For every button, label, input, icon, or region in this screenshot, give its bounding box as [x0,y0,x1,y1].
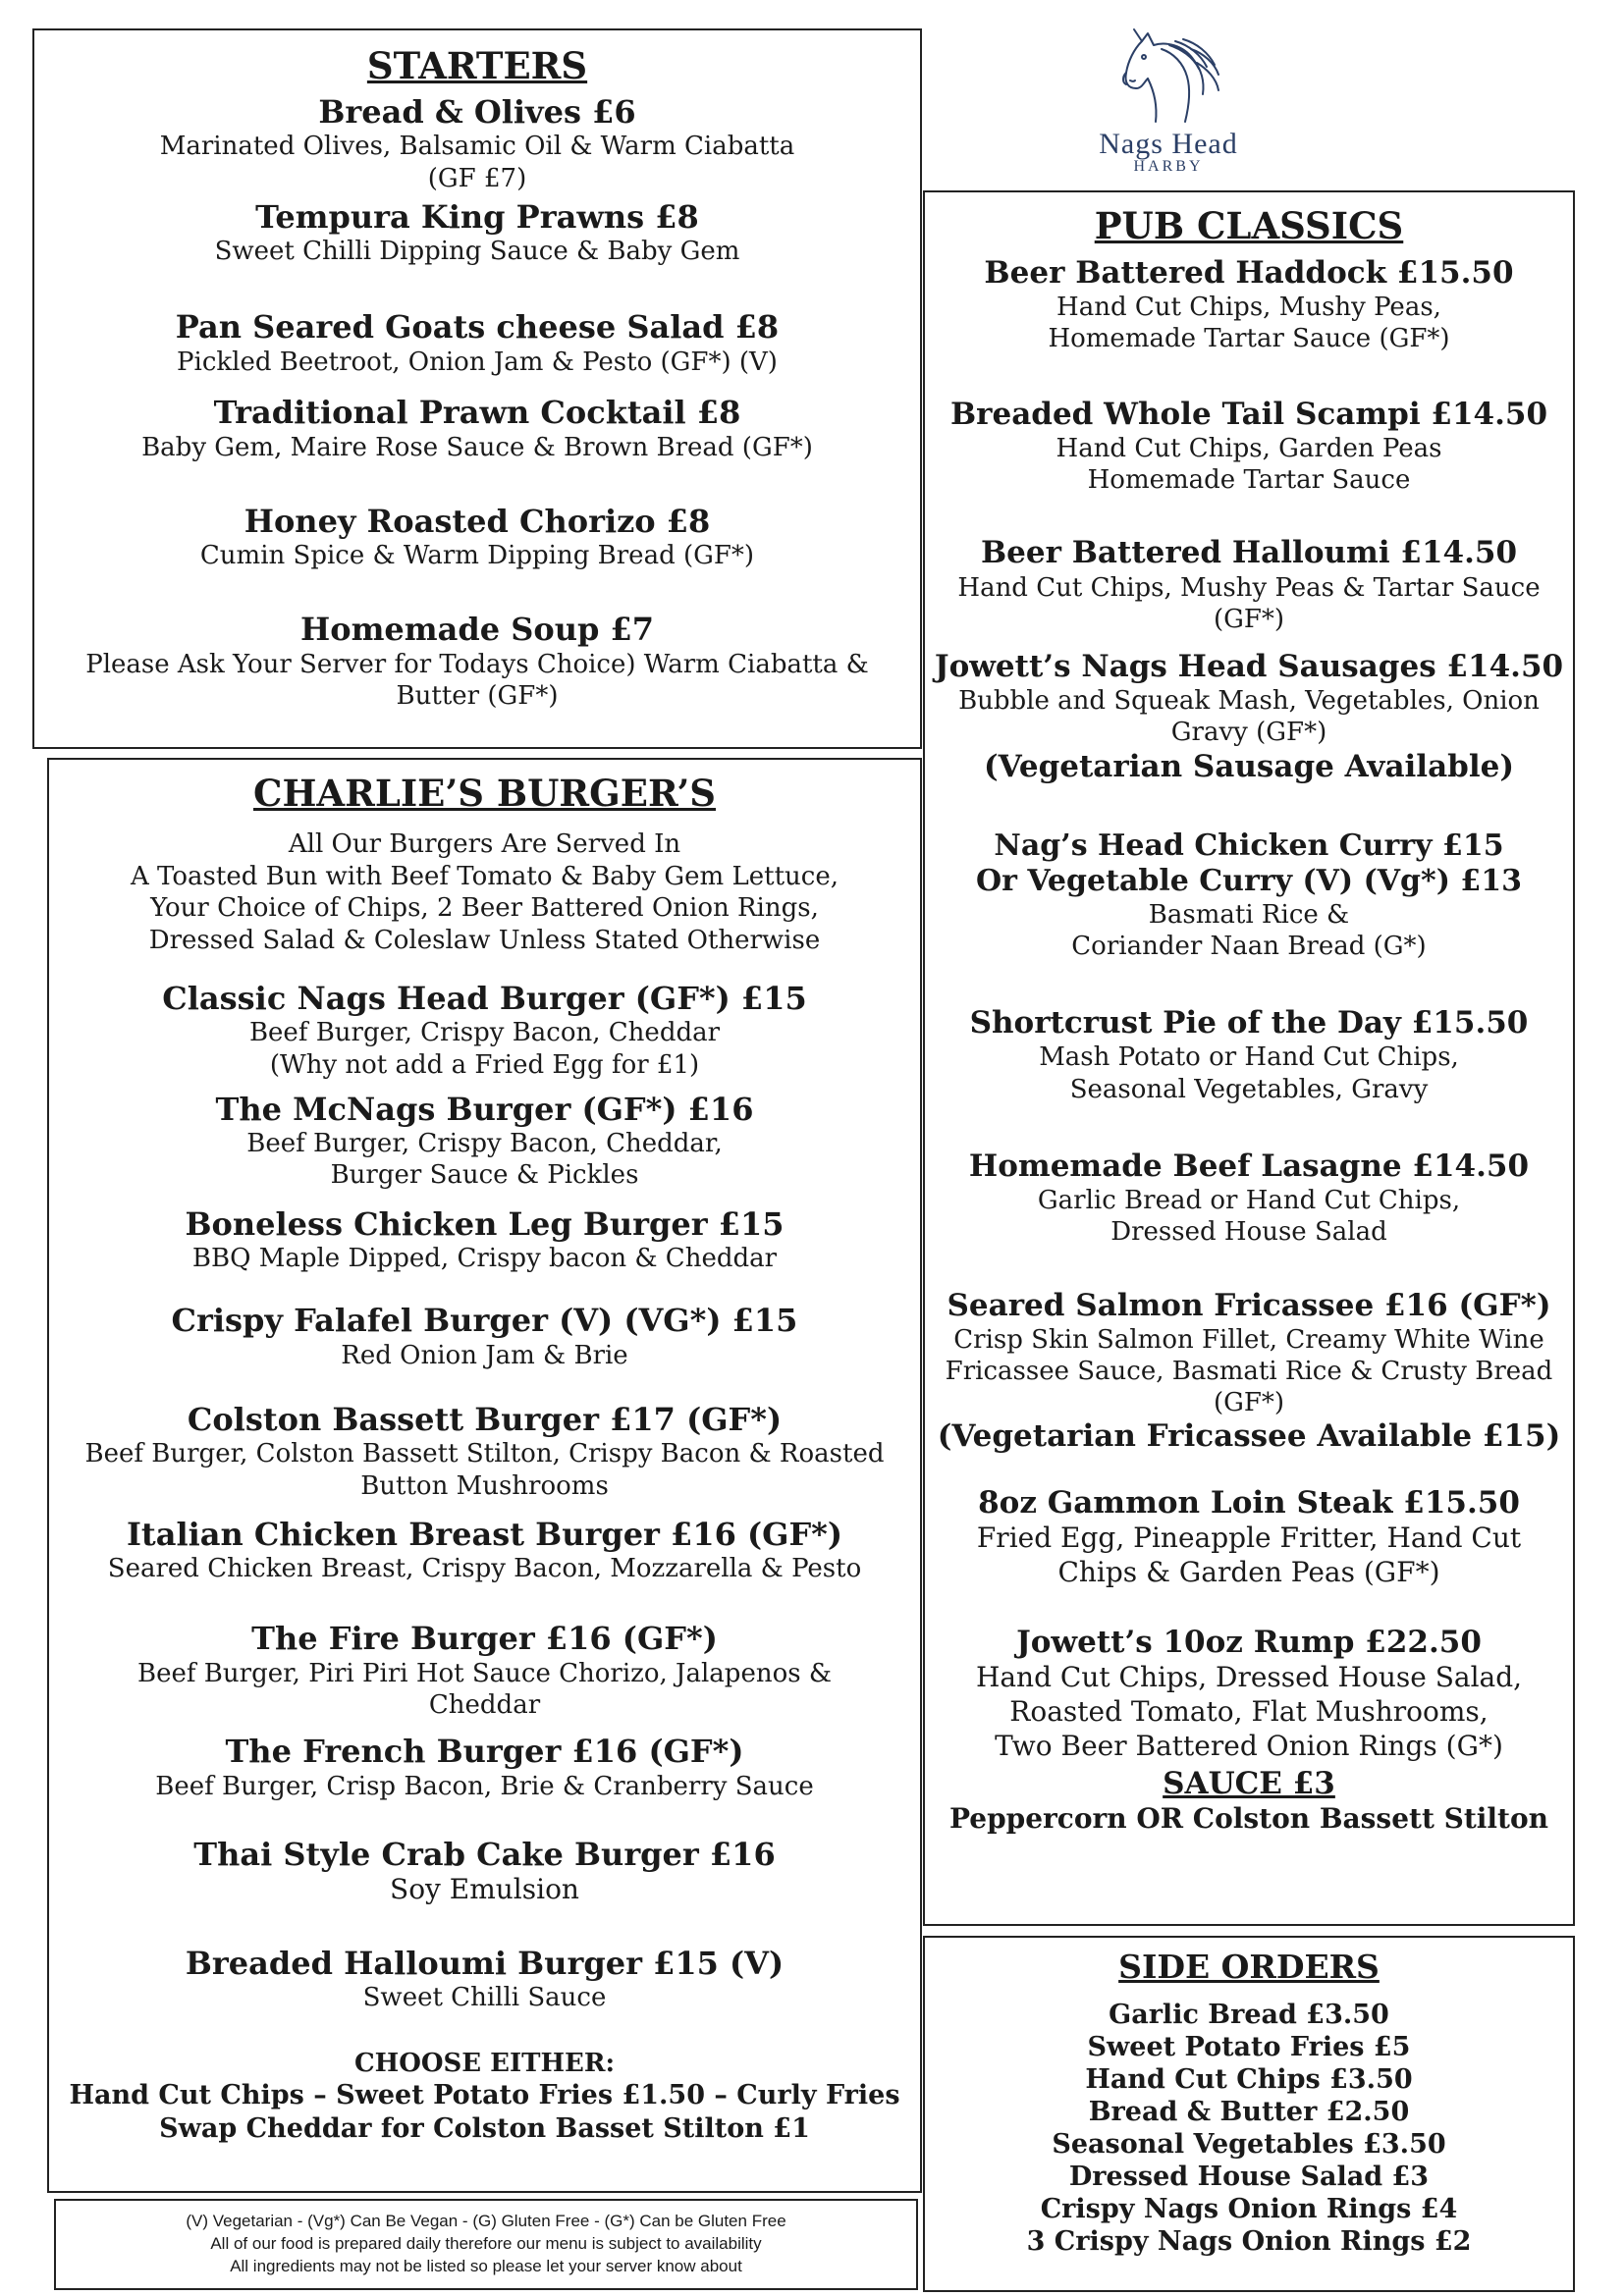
menu-item [49,1733,920,1802]
menu-item [49,1945,920,2014]
menu-item [925,397,1573,497]
item-description: Crisp Skin Salmon Fillet, Creamy White Wine [953,1324,1544,1355]
item-name: Beer Battered Halloumi £14.50 [980,535,1518,571]
item-name: Honey Roasted Chorizo £8 [244,502,711,540]
chips-options: Hand Cut Chips – Sweet Potato Fries £1.50 – Curly Fries [69,2080,900,2111]
sauce-block [925,1766,1573,1837]
side-orders-heading: SIDE ORDERS [1118,1948,1380,1986]
item-name-alt: Or Vegetable Curry (V) (Vg*) £13 [976,863,1522,898]
item-name: Shortcrust Pie of the Day £15.50 [969,1005,1529,1041]
starters-section [32,28,922,749]
menu-item [925,1485,1573,1590]
menu-item [34,308,920,378]
item-description: (GF £7) [427,163,527,193]
sauce-options: Peppercorn OR Colston Bassett Stilton [948,1801,1549,1835]
item-name: Tempura King Prawns £8 [255,197,699,236]
dietary-key [54,2199,918,2290]
item-description: Hand Cut Chips, Dressed House Salad, [975,1661,1523,1694]
side-item: Crispy Nags Onion Rings £4 [1040,2193,1458,2224]
pub-classics-heading: PUB CLASSICS [1094,204,1404,247]
menu-item [34,394,920,463]
menu-item [925,1288,1573,1456]
side-item: Bread & Butter £2.50 [1088,2096,1410,2127]
burgers-section [47,758,922,2193]
item-description: Butter (GF*) [396,680,559,711]
item-name: Jowett’s 10oz Rump £22.50 [1016,1625,1482,1661]
burgers-intro [49,828,920,956]
item-name: Crispy Falafel Burger (V) (VG*) £15 [171,1302,798,1340]
key-line: All ingredients may not be listed so please let your server know about [230,2256,742,2275]
menu-item [34,93,920,194]
item-name: Colston Bassett Burger £17 (GF*) [187,1400,783,1438]
item-description: Sweet Chilli Sauce [362,1983,607,2013]
item-description: Cumin Spice & Warm Dipping Bread (GF*) [199,541,755,571]
item-name: Bread & Olives £6 [318,93,636,131]
item-description: Coriander Naan Bread (G*) [1071,932,1427,962]
item-description: Beef Burger, Piri Piri Hot Sauce Chorizo, Jalapenos & [137,1658,832,1688]
burger-options [49,2048,920,2146]
menu-item [925,1005,1573,1105]
key-line: (V) Vegetarian - (Vg*) Can Be Vegan - (G) Gluten Free - (G*) Can be Gluten Free [186,2212,786,2230]
item-description: Red Onion Jam & Brie [341,1340,628,1370]
menu-item [925,649,1573,785]
item-description: Bubble and Squeak Mash, Vegetables, Onion [958,686,1540,717]
item-name: 8oz Gammon Loin Steak £15.50 [978,1484,1520,1521]
item-name: Pan Seared Goats cheese Salad £8 [175,308,780,347]
menu-item [49,1091,920,1192]
side-orders-list [925,2000,1573,2259]
item-name: Breaded Whole Tail Scampi £14.50 [949,396,1548,432]
side-item: Hand Cut Chips £3.50 [1085,2063,1413,2095]
item-description: Beef Burger, Crispy Bacon, Cheddar [248,1018,721,1048]
item-description: Burger Sauce & Pickles [330,1160,639,1191]
menu-item [49,980,920,1081]
sauce-heading: SAUCE £3 [1163,1765,1335,1801]
item-name: Homemade Soup £7 [299,611,655,649]
item-description: Homemade Tartar Sauce (GF*) [1048,324,1450,354]
burgers-heading: CHARLIE’S BURGER’S [253,772,716,815]
item-description: Cheddar [428,1690,541,1721]
item-description: BBQ Maple Dipped, Crispy bacon & Cheddar [191,1244,778,1274]
item-name: Thai Style Crab Cake Burger £16 [193,1835,776,1873]
side-item: Garlic Bread £3.50 [1109,2000,1389,2030]
menu-item [49,1302,920,1371]
item-description: (GF*) [1213,604,1285,634]
item-description: Marinated Olives, Balsamic Oil & Warm Ciabatta [159,132,795,162]
intro-line: All Our Burgers Are Served In [288,829,681,859]
vegetarian-option-note: (Vegetarian Fricassee Available £15) [937,1418,1561,1455]
intro-line: Your Choice of Chips, 2 Beer Battered Onion Rings, [150,893,819,923]
item-description: Two Beer Battered Onion Rings (G*) [995,1729,1503,1762]
menu-item [925,1148,1573,1249]
item-description: Fricassee Sauce, Basmati Rice & Crusty Bread [945,1357,1553,1387]
item-name: Italian Chicken Breast Burger £16 (GF*) [126,1515,843,1553]
choose-either-heading: CHOOSE EITHER: [353,2048,616,2078]
menu-item [49,1516,920,1585]
item-name: Classic Nags Head Burger (GF*) £15 [162,980,807,1017]
item-description: (Why not add a Fried Egg for £1) [269,1049,700,1080]
menu-item [49,1836,920,1907]
item-description: Seasonal Vegetables, Gravy [1069,1074,1429,1104]
logo-name: Nags Head [1099,128,1238,160]
item-description: Beef Burger, Crisp Bacon, Brie & Cranberry Sauce [155,1771,814,1801]
item-description: Seared Chicken Breast, Crispy Bacon, Mozzarella & Pesto [107,1554,862,1584]
side-item: Sweet Potato Fries £5 [1087,2031,1411,2062]
item-name: Homemade Beef Lasagne £14.50 [968,1148,1530,1184]
menu-item [925,255,1573,355]
menu-item [49,1401,920,1502]
menu-item [925,828,1573,962]
pub-classics-section [923,190,1575,1926]
item-name: The Fire Burger £16 (GF*) [251,1620,718,1658]
side-item: Dressed House Salad £3 [1068,2161,1430,2192]
cheese-swap-option: Swap Cheddar for Colston Basset Stilton £1 [159,2112,810,2144]
starters-heading: STARTERS [366,44,588,87]
menu-item [925,1625,1573,1763]
horse-head-icon [1105,20,1232,128]
item-description: Gravy (GF*) [1170,718,1327,748]
intro-line: A Toasted Bun with Beef Tomato & Baby Gem Lettuce, [131,861,839,891]
item-name: Beer Battered Haddock £15.50 [984,255,1514,291]
item-description: Hand Cut Chips, Mushy Peas & Tartar Sauce [957,572,1541,603]
menu-item [34,503,920,572]
item-description: Beef Burger, Colston Bassett Stilton, Crispy Bacon & Roasted [84,1439,885,1469]
item-description: Sweet Chilli Dipping Sauce & Baby Gem [214,237,740,267]
item-description: Roasted Tomato, Flat Mushrooms, [1009,1695,1489,1729]
item-name: Seared Salmon Fricassee £16 (GF*) [947,1287,1551,1323]
item-name: The McNags Burger (GF*) £16 [215,1090,754,1128]
item-name: Traditional Prawn Cocktail £8 [213,394,741,432]
item-name: Breaded Halloumi Burger £15 (V) [185,1945,785,1983]
item-description: (GF*) [1213,1388,1285,1418]
item-name: Boneless Chicken Leg Burger £15 [185,1204,785,1243]
item-name: Jowett’s Nags Head Sausages £14.50 [934,648,1564,684]
vegetarian-option-note: (Vegetarian Sausage Available) [983,748,1515,784]
side-item: Seasonal Vegetables £3.50 [1052,2128,1446,2160]
item-description: Mash Potato or Hand Cut Chips, [1039,1042,1459,1073]
side-orders-section [923,1936,1575,2292]
nags-head-logo [1070,20,1267,187]
menu-item [925,535,1573,635]
item-description: Dressed House Salad [1110,1217,1387,1248]
item-name: The French Burger £16 (GF*) [225,1733,744,1771]
item-description: Pickled Beetroot, Onion Jam & Pesto (GF*) (V) [177,347,778,377]
item-description: Please Ask Your Server for Todays Choice) Warm Ciabatta & [85,649,869,679]
menu-item [34,611,920,712]
item-description: Hand Cut Chips, Mushy Peas, [1056,293,1441,323]
side-item: 3 Crispy Nags Onion Rings £2 [1026,2225,1472,2257]
item-description: Soy Emulsion [390,1873,579,1906]
item-description: Baby Gem, Maire Rose Sauce & Brown Bread (GF*) [141,432,813,462]
menu-item [34,198,920,268]
item-description: Homemade Tartar Sauce [1087,465,1411,496]
item-description: Fried Egg, Pineapple Fritter, Hand Cut [976,1521,1522,1554]
menu-item [49,1620,920,1721]
item-description: Garlic Bread or Hand Cut Chips, [1037,1186,1461,1216]
item-description: Chips & Garden Peas (GF*) [1057,1555,1440,1588]
menu-item [49,1205,920,1275]
item-name: Nag’s Head Chicken Curry £15 [994,828,1504,863]
item-description: Button Mushrooms [360,1470,609,1501]
key-line: All of our food is prepared daily therefore our menu is subject to availability [210,2233,762,2253]
intro-line: Dressed Salad & Coleslaw Unless Stated Otherwise [148,925,821,955]
logo-subtitle: HARBY [1133,158,1204,175]
item-description: Beef Burger, Crispy Bacon, Cheddar, [246,1129,723,1159]
item-description: Basmati Rice & [1148,899,1350,930]
item-description: Hand Cut Chips, Garden Peas [1056,433,1442,463]
